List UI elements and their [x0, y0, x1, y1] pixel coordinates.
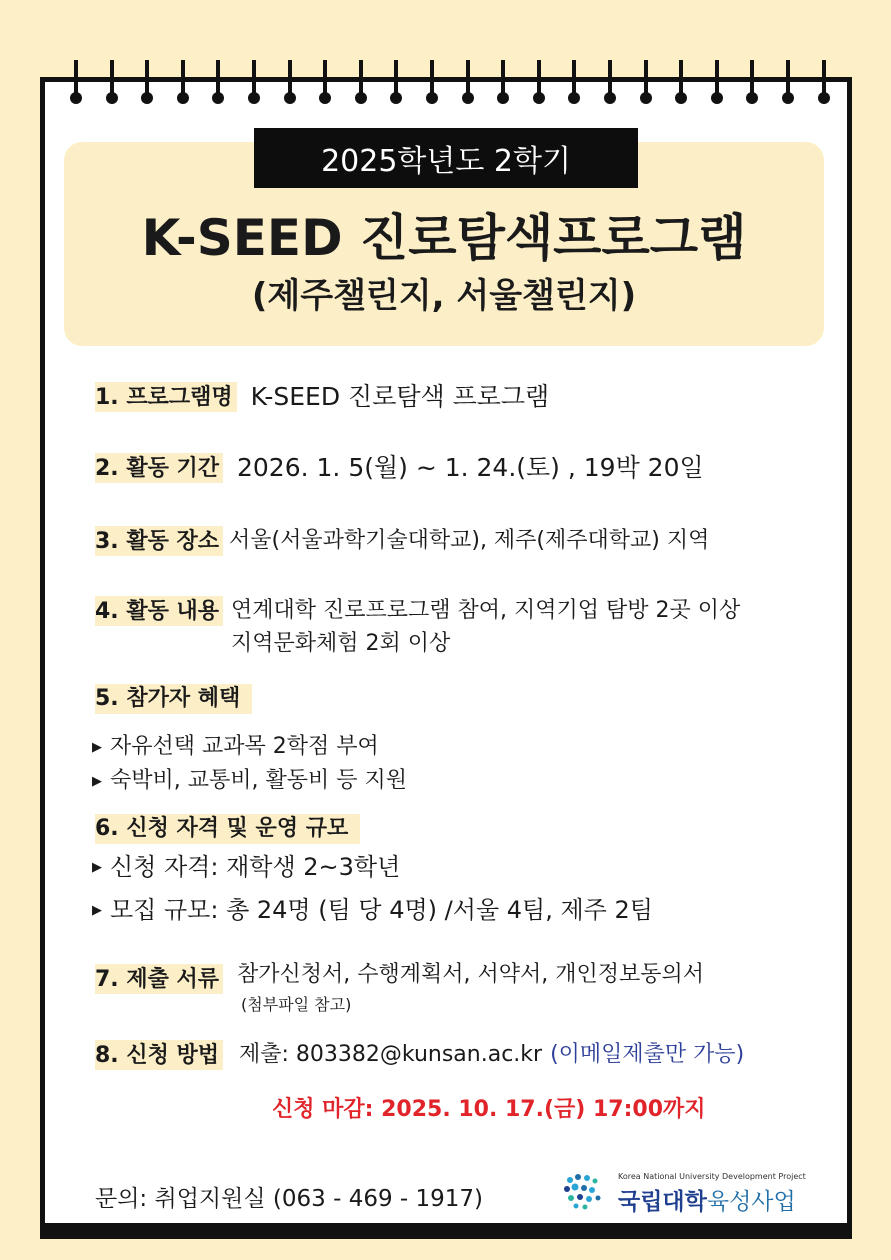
page-subtitle: (제주챌린지, 서울챌린지) [251, 276, 637, 316]
binding-ring-icon [426, 60, 438, 105]
bullet-text: 모집 규모: 총 24명 (팀 당 4명) /서울 4팀, 제주 2팀 [110, 896, 653, 924]
binding-ring-icon [212, 60, 224, 105]
triangle-right-icon: ▶ [92, 773, 102, 789]
item-label: 7. 제출 서류 [95, 964, 223, 994]
logo-korean-bold: 국립대학 [618, 1189, 707, 1215]
item-label: 1. 프로그램명 [95, 382, 237, 412]
triangle-right-icon: ▶ [92, 739, 102, 755]
bullet-text: 신청 자격: 재학생 2~3학년 [110, 853, 401, 881]
triangle-right-icon: ▶ [92, 902, 102, 918]
binding-ring-icon [319, 60, 331, 105]
section-eligibility: 6. 신청 자격 및 운영 규모 [95, 814, 360, 844]
list-item [92, 732, 379, 762]
item-value: 2026. 1. 5(월) ~ 1. 24.(토) , 19박 20일 [237, 453, 704, 482]
university-logo [562, 1170, 844, 1214]
binding-ring-icon [106, 60, 118, 105]
item-note: (첨부파일 참고) [241, 995, 352, 1014]
page-title: K-SEED 진로탐색프로그램 [141, 209, 747, 267]
bullet-text: 숙박비, 교통비, 활동비 등 지원 [110, 768, 407, 793]
item-period [95, 453, 704, 483]
bullet-text: 자유선택 교과목 2학점 부여 [110, 734, 379, 759]
binding-ring-icon [782, 60, 794, 105]
binding-ring-icon [248, 60, 260, 105]
item-note: (이메일제출만 가능) [550, 1042, 745, 1067]
deadline-text: 신청 마감: 2025. 10. 17.(금) 17:00까지 [272, 1097, 706, 1122]
logo-mark-icon [562, 1172, 612, 1212]
item-label: 8. 신청 방법 [95, 1040, 223, 1070]
section-benefits: 5. 참가자 혜택 [95, 684, 252, 714]
logo-korean-light: 육성사업 [706, 1189, 796, 1215]
list-item [92, 895, 653, 925]
item-content [95, 596, 740, 659]
item-value: K-SEED 진로탐색 프로그램 [250, 382, 550, 411]
binding-ring-icon [355, 60, 367, 105]
binding-ring-icon [640, 60, 652, 105]
binding-ring-icon [141, 60, 153, 105]
item-documents [95, 960, 704, 1015]
item-method [95, 1040, 744, 1070]
contact-info: 문의: 취업지원실 (063 - 469 - 1917) [95, 1186, 484, 1212]
semester-badge: 2025학년도 2학기 [254, 128, 638, 188]
item-label: 4. 활동 내용 [95, 596, 223, 626]
item-label: 3. 활동 장소 [95, 526, 223, 556]
item-program [95, 382, 549, 412]
binding-ring-icon [711, 60, 723, 105]
binding-ring-icon [284, 60, 296, 105]
item-label: 2. 활동 기간 [95, 453, 223, 483]
item-value: 참가신청서, 수행계획서, 서약서, 개인정보동의서 [237, 962, 705, 987]
binding-ring-icon [497, 60, 509, 105]
binding-ring-icon [390, 60, 402, 105]
list-item [92, 852, 400, 882]
binding-ring-icon [675, 60, 687, 105]
binding-ring-icon [177, 60, 189, 105]
binding-ring-icon [70, 60, 82, 105]
spiral-binding [40, 60, 852, 105]
logo-korean-text [618, 1183, 796, 1216]
binding-ring-icon [568, 60, 580, 105]
triangle-right-icon: ▶ [92, 859, 102, 875]
item-value: 제출: 803382@kunsan.ac.kr [239, 1042, 543, 1067]
binding-ring-icon [462, 60, 474, 105]
list-item [92, 766, 407, 796]
binding-ring-icon [746, 60, 758, 105]
binding-ring-icon [533, 60, 545, 105]
item-value-line1: 연계대학 진로프로그램 참여, 지역기업 탐방 2곳 이상 [231, 598, 741, 623]
item-value: 서울(서울과학기술대학교), 제주(제주대학교) 지역 [229, 528, 710, 553]
item-place [95, 526, 709, 556]
binding-ring-icon [818, 60, 830, 105]
binding-ring-icon [604, 60, 616, 105]
logo-english-text: Korea National University Development Project [618, 1172, 806, 1181]
item-value-line2: 지역문화체험 2회 이상 [231, 631, 451, 656]
